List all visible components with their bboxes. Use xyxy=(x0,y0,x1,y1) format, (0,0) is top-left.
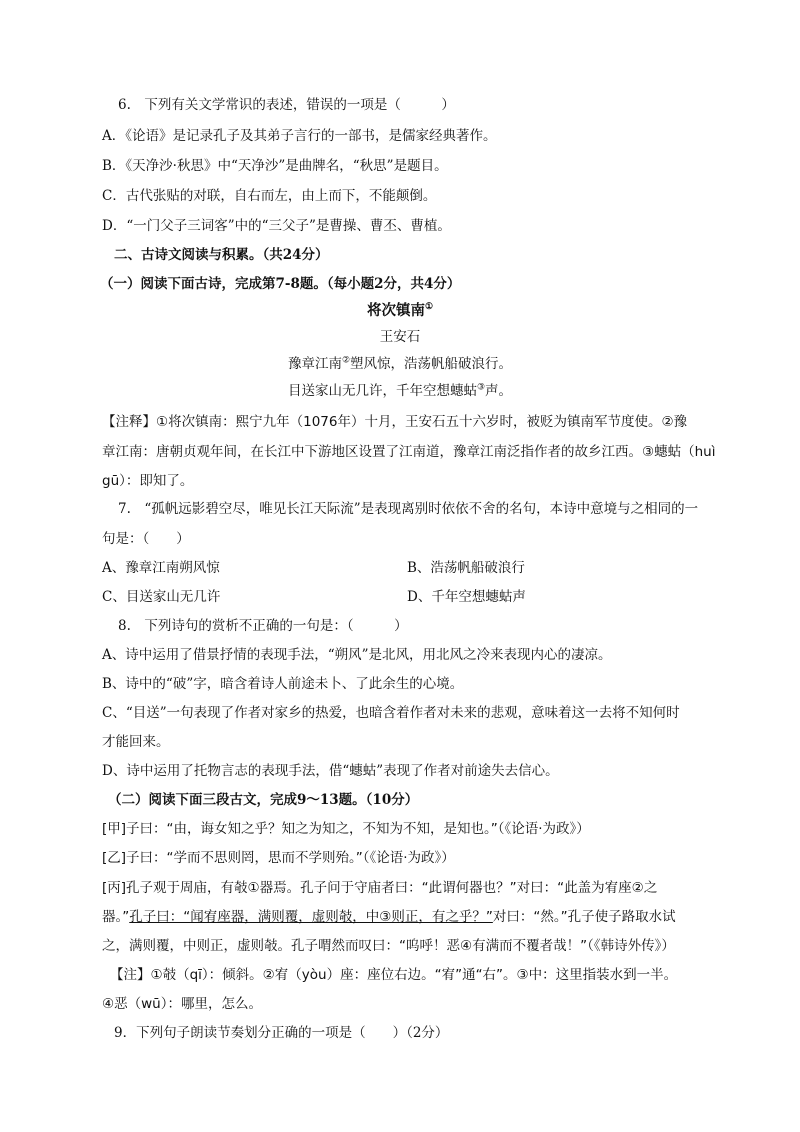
q7-option-b: B、浩荡帆船破浪行 xyxy=(407,560,525,576)
q8-option-c-line-1: C、“目送”一句表现了作者对家乡的热爱，也暗含着作者对未来的悲观，意味着这一去将不知何时 xyxy=(102,705,680,721)
q6-option-c: C．古代张贴的对联，自右而左，由上而下，不能颠倒。 xyxy=(102,188,437,204)
q6-option-d: D．“一门父子三词客”中的“三父子”是曹操、曹丕、曹植。 xyxy=(102,218,451,234)
q6-option-b: B．《天净沙·秋思》中“天净沙”是曲牌名，“秋思”是题目。 xyxy=(102,158,448,174)
q8-option-b: B、诗中的“破”字，暗含着诗人前途未卜、了此余生的心境。 xyxy=(102,676,464,692)
poem-title: 将次镇南① xyxy=(366,302,434,319)
text-yi: [乙]子曰：“学而不思则罔，思而不学则殆。”（《论语·为政》） xyxy=(102,850,455,866)
classical-note-line-1: 【注】①攲（qī）：倾斜。②宥（yòu）座：座位右边。“宥”通“右”。③中：这里指装水到一半。 xyxy=(110,967,678,983)
text-bing-line-1: [丙]孔子观于周庙，有攲①器焉。孔子问于守庙者曰：“此谓何器也？”对曰：“此盖为宥座②之 xyxy=(102,880,658,896)
q6-stem: 6. 下列有关文学常识的表述，错误的一项是（ ） xyxy=(118,97,455,113)
q8-option-d: D、诗中运用了托物言志的表现手法，借“蟪蛄”表现了作者对前途失去信心。 xyxy=(102,763,559,779)
text-bing-line-3: 之，满则覆，中则正，虚则攲。孔子喟然而叹曰：“呜呼！恶④有满而不覆者哉！”（《韩诗外传》） xyxy=(102,938,675,954)
q7-stem-line-1: 7. “孤帆远影碧空尽，唯见长江天际流”是表现离别时依依不舍的名句，本诗中意境与之相同的一 xyxy=(118,501,699,517)
classical-note-line-2: ④恶（wū）：哪里，怎么。 xyxy=(102,996,262,1012)
poem-line-1: 豫章江南②塑风惊，浩荡帆船破浪行。 xyxy=(287,355,513,372)
text-bing-line-2: 器。”孔子曰：“闻宥座器，满则覆，虚则攲，中③则正，有之乎？”对曰：“然。”孔子使子路取水试 xyxy=(102,909,676,925)
poem-note-line-3: gū）：即知了。 xyxy=(102,473,194,489)
poem-note-line-2: 章江南：唐朝贞观年间，在长江中下游地区设置了江南道，豫章江南泛指作者的故乡江西。③蟪蛄（huì xyxy=(102,444,716,460)
q9-stem: 9．下列句子朗读节奏划分正确的一项是（ ）（2分） xyxy=(114,1025,449,1041)
q8-option-c-line-2: 才能回来。 xyxy=(102,734,170,750)
q8-option-a: A、诗中运用了借景抒情的表现手法，“朔风”是北风，用北风之冷来表现内心的凄凉。 xyxy=(102,647,612,663)
part-one-title: （一）阅读下面古诗，完成第7-8题。（每小题2分，共4分） xyxy=(100,276,461,292)
text-jia: [甲]子曰：“由，诲女知之乎？知之为知之，不知为不知，是知也。”（《论语·为政》） xyxy=(102,821,590,837)
q7-stem-line-2: 句是：（ ） xyxy=(102,531,190,547)
q7-option-d: D、千年空想蟪蛄声 xyxy=(407,589,526,605)
underlined-sentence: 孔子曰：“闻宥座器，满则覆，虚则攲，中③则正，有之乎？” xyxy=(129,909,493,925)
q8-stem: 8. 下列诗句的赏析不正确的一句是：（ ） xyxy=(118,618,408,634)
poem-note-line-1: 【注释】①将次镇南：熙宁九年（1076年）十月，王安石五十六岁时，被贬为镇南军节度使。②豫 xyxy=(102,414,688,430)
q6-option-a: A．《论语》是记录孔子及其弟子言行的一部书，是儒家经典著作。 xyxy=(102,128,497,144)
poem-line-2: 目送家山无几许，千年空想蟪蛄③声。 xyxy=(287,382,513,399)
q7-option-a: A、豫章江南朔风惊 xyxy=(102,560,220,576)
part-two-title: （二）阅读下面三段古文，完成9～13题。（10分） xyxy=(108,792,419,808)
section-two-title: 二、古诗文阅读与积累。（共24分） xyxy=(114,247,329,263)
poem-author: 王安石 xyxy=(379,329,421,345)
q7-option-c: C、目送家山无几许 xyxy=(102,589,221,605)
